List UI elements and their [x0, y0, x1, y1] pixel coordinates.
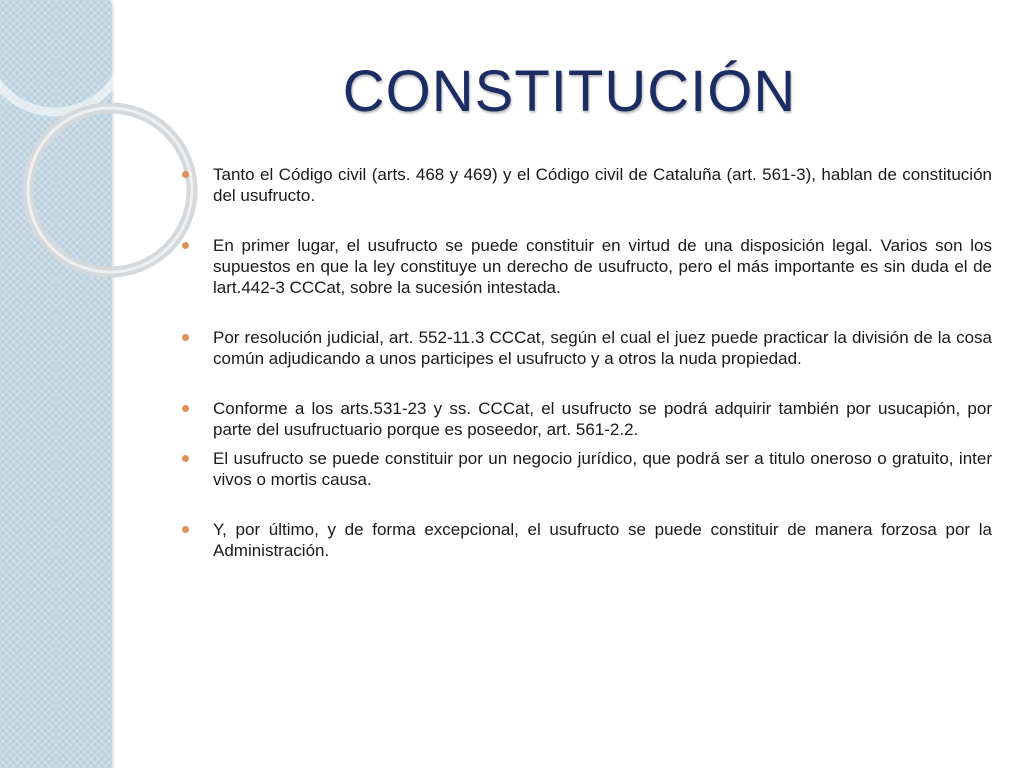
- bullet-dot-icon: [182, 455, 189, 462]
- bullet-text: Conforme a los arts.531-23 y ss. CCCat, el usufructo se podrá adquirir también por usucapión, por parte del usufructuario porque es poseedor, art. 561-2.2.: [213, 399, 992, 439]
- bullet-dot-icon: [182, 242, 189, 249]
- decorative-ring-top: [0, 0, 127, 112]
- bullet-dot-icon: [182, 405, 189, 412]
- bullet-text: Por resolución judicial, art. 552-11.3 CCCat, según el cual el juez puede practicar la división de la cosa común adjudicando a unos participes el usufructo y a otros la nuda propiedad.: [213, 328, 992, 368]
- bullet-dot-icon: [182, 334, 189, 341]
- bullet-item: [182, 398, 992, 440]
- slide-title: CONSTITUCIÓN: [342, 59, 797, 124]
- bullet-dot-icon: [182, 171, 189, 178]
- bullet-item: [182, 235, 992, 298]
- bullet-text: Tanto el Código civil (arts. 468 y 469) y el Código civil de Cataluña (art. 561-3), hablan de constitución del usufructo.: [213, 165, 992, 205]
- bullet-item: [182, 327, 992, 369]
- bullet-text: En primer lugar, el usufructo se puede constituir en virtud de una disposición legal. Varios son los supuestos en que la ley constituye un derecho de usufructo, pero el más importante es sin duda el de lart.442-3 CCCat, sobre la sucesión intestada.: [213, 236, 992, 297]
- bullet-text: El usufructo se puede constituir por un negocio jurídico, que podrá ser a titulo oneroso o gratuito, inter vivos o mortis causa.: [213, 449, 992, 489]
- bullet-dot-icon: [182, 526, 189, 533]
- bullet-item: [182, 164, 992, 206]
- bullet-list: [182, 164, 992, 590]
- decorative-ring-middle-highlight: [28, 108, 192, 272]
- bullet-item: [182, 519, 992, 561]
- bullet-text: Y, por último, y de forma excepcional, el usufructo se puede constituir de manera forzosa por la Administración.: [213, 520, 992, 560]
- bullet-item: [182, 448, 992, 490]
